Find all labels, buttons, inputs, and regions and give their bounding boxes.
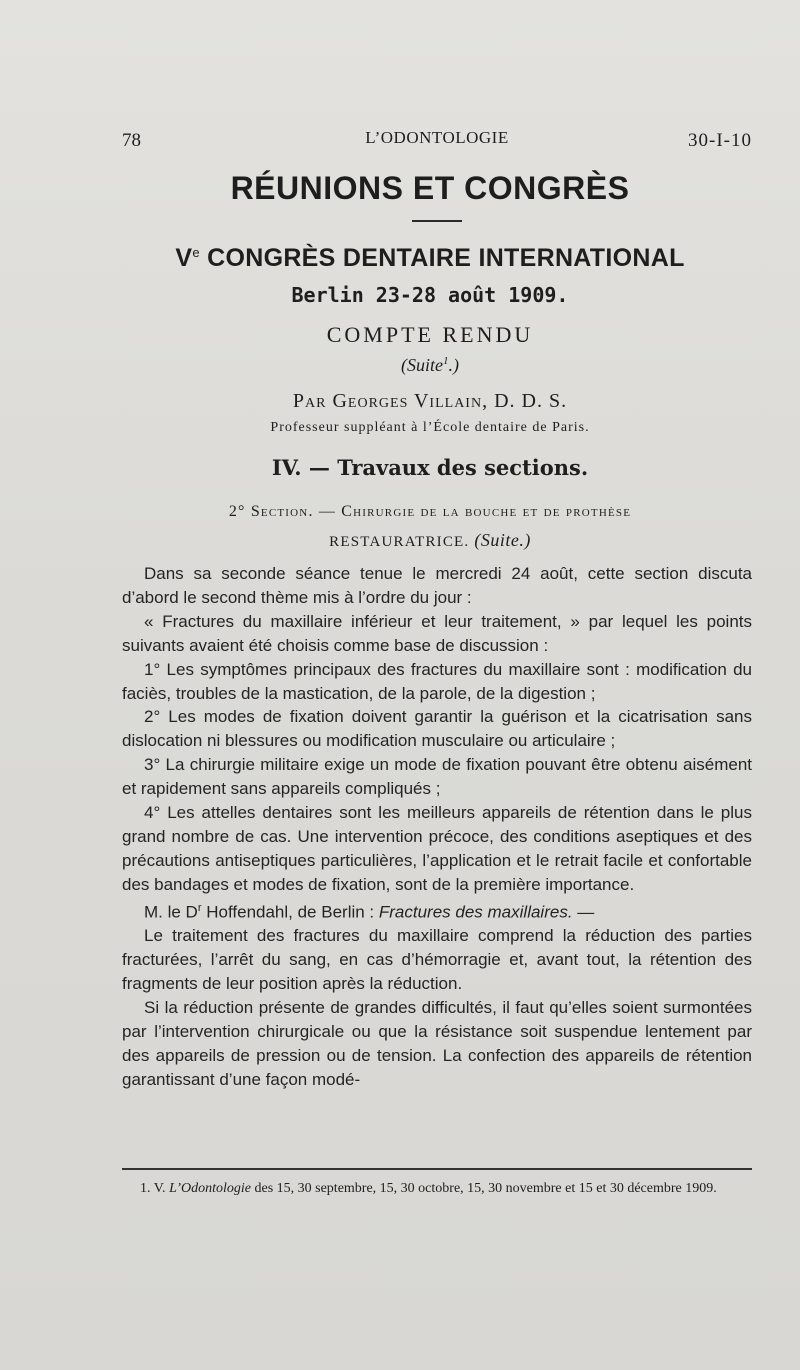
report-heading: COMPTE RENDU bbox=[326, 322, 534, 347]
speaker-title: M. le D bbox=[144, 902, 198, 922]
subsection-heading: 2° Section. — Chirurgie de la bouche et de prothèse bbox=[228, 503, 632, 520]
suite-text: (Suite bbox=[401, 355, 443, 375]
subsection-heading-word: RESTAURATRICE. bbox=[329, 534, 470, 550]
paragraph: Dans sa seconde séance tenue le mercredi 24 août, cette section discuta d’abord le second thème mis à l’ordre du jour : bbox=[122, 564, 752, 607]
congress-place-date: Berlin 23-28 août 1909. bbox=[291, 283, 569, 307]
speaker-title-sup: r bbox=[197, 901, 202, 914]
speaker-name: Hoffendahl, de Berlin : bbox=[201, 902, 379, 922]
subsection-suite: (Suite.) bbox=[474, 530, 531, 550]
paragraph: Le traitement des fractures du maxillaire comprend la réduction des parties fracturées, l’arrêt du sang, en cas d’hémorragie et, avant tout, la rétention des fragments de leur position après la réduction. bbox=[122, 926, 752, 994]
footnote-rule bbox=[122, 1168, 752, 1170]
speaker-line bbox=[122, 897, 752, 925]
talk-title: Fractures des maxillaires. bbox=[378, 902, 573, 922]
footnote bbox=[122, 1180, 752, 1198]
issue-date: 30-I-10 bbox=[688, 130, 752, 151]
footnote-text: des 15, 30 septembre, 15, 30 octobre, 15, 30 novembre et 15 et 30 décembre 1909. bbox=[250, 1181, 717, 1196]
running-header bbox=[122, 124, 752, 154]
congress-title-numeral: V bbox=[175, 244, 193, 272]
part-title: IV. — Travaux des sections. bbox=[271, 455, 589, 480]
section-title: RÉUNIONS ET CONGRÈS bbox=[230, 170, 630, 206]
list-item: 4° Les attelles dentaires sont les meilleurs appareils de rétention dans le plus grand nombre de cas. Une intervention précoce, des conditions aseptiques et des précautions antiseptiques particulières, l’application et le retrait facile et confortable des bandages et modes de fixation, sont de la première importance. bbox=[122, 803, 752, 894]
list-item: 1° Les symptômes principaux des fractures du maxillaire sont : modification du faciès, troubles de la mastication, de la parole, de la digestion ; bbox=[122, 659, 752, 703]
title-divider bbox=[412, 220, 462, 222]
congress-title bbox=[100, 244, 760, 273]
author-role: Professeur suppléant à l’École dentaire de Paris. bbox=[270, 420, 590, 435]
suite-note bbox=[100, 355, 760, 376]
journal-name: L’ODONTOLOGIE bbox=[365, 128, 509, 147]
paragraph: « Fractures du maxillaire inférieur et leur traitement, » par lequel les points suivants avaient été choisis comme base de discussion : bbox=[122, 611, 752, 655]
list-item: 2° Les modes de fixation doivent garantir la guérison et la cicatrisation sans dislocation ni blessures ou modification musculaire ou articulaire ; bbox=[122, 707, 752, 751]
list-item: 3° La chirurgie militaire exige un mode de fixation pouvant être obtenu aisément et rapidement sans appareils compliqués ; bbox=[122, 755, 752, 799]
congress-title-text: CONGRÈS DENTAIRE INTERNATIONAL bbox=[199, 244, 685, 272]
suite-close: .) bbox=[448, 355, 459, 375]
footnote-marker: 1 bbox=[443, 355, 449, 367]
footnote-journal: L’Odontologie bbox=[169, 1181, 251, 1196]
congress-title-superscript: e bbox=[192, 245, 200, 260]
subsection-heading-cont bbox=[100, 530, 760, 551]
footnote-prefix: 1. V. bbox=[140, 1181, 170, 1196]
page-number: 78 bbox=[122, 130, 141, 151]
article-body bbox=[122, 562, 752, 1092]
paragraph: Si la réduction présente de grandes difficultés, il faut qu’elles soient surmontées par l’intervention chirurgicale ou que la résistance soit suspendue lentement par des appareils de pression ou de tension. La confection des appareils de rétention garantissant d’une façon modé- bbox=[122, 997, 752, 1089]
author-line: Par Georges Villain, D. D. S. bbox=[292, 390, 568, 412]
dash: — bbox=[572, 902, 595, 922]
